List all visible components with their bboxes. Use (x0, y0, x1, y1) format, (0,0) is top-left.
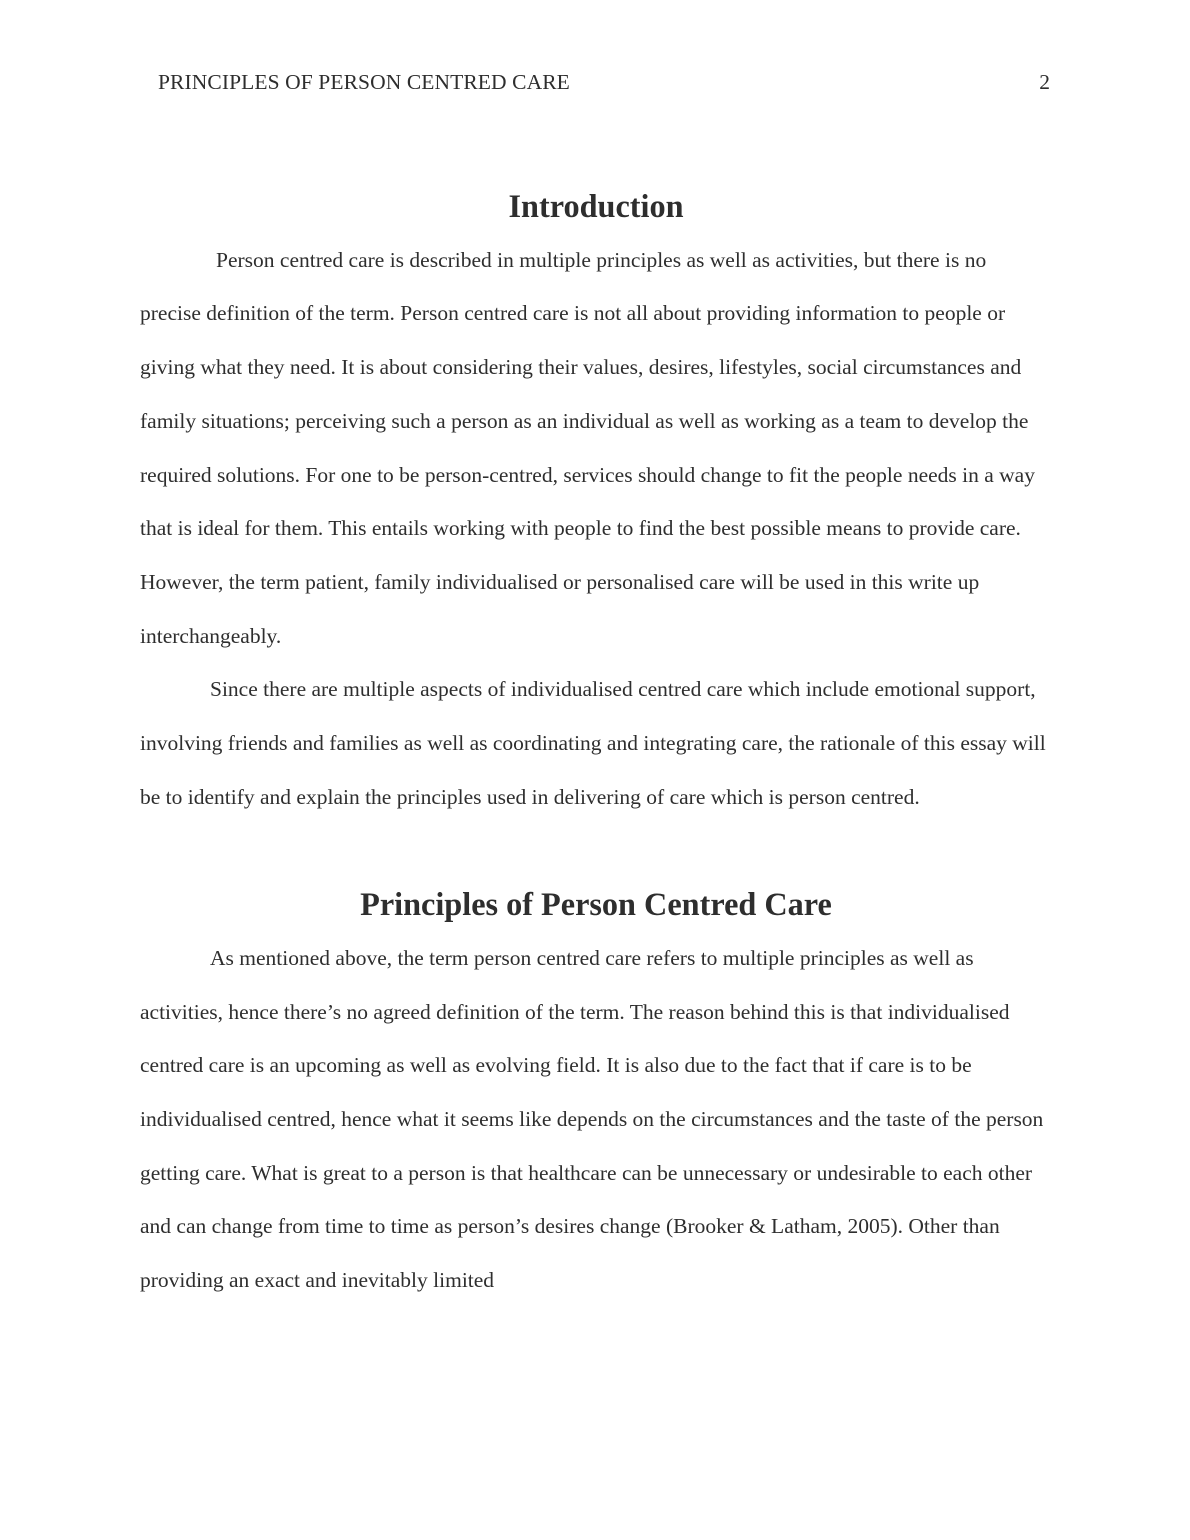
section-heading-principles: Principles of Person Centred Care (360, 886, 832, 923)
paragraph-principles-1: As mentioned above, the term person centred care refers to multiple principles as well as activities, hence there’s no agreed definition of the term. The reason behind this is that individualised centred care is an upcoming as well as evolving field. It is also due to the fact that if care is to be individualised centred, hence what it seems like depends on the circumstances and the taste of the person getting care. What is great to a person is that healthcare can be unnecessary or undesirable to each other and can change from time to time as person’s desires change (Brooker & Latham, 2005). Other than providing an exact and inevitably limited (140, 945, 1044, 1293)
section-spacer (140, 824, 1052, 878)
page-number: 2 (1039, 70, 1050, 94)
paragraph-introduction-1: Person centred care is described in multiple principles as well as activities, but there is no precise definition of the term. Person centred care is not all about providing information to people or giving what they need. It is about considering their values, desires, lifestyles, social circumstances and family situations; perceiving such a person as an individual as well as working as a team to develop the required solutions. For one to be person-centred, services should change to fit the people needs in a way that is ideal for them. This entails working with people to find the best possible means to provide care. However, the term patient, family individualised or personalised care will be used in this write up interchangeably. (140, 247, 1035, 648)
section-heading-introduction: Introduction (508, 188, 684, 224)
document-body (140, 180, 1052, 1308)
paragraph-introduction-2: Since there are multiple aspects of individualised centred care which include emotional support, involving friends and families as well as coordinating and integrating care, the rationale of this essay will be to identify and explain the principles used in delivering of care which is person centred. (140, 677, 1046, 809)
running-head: PRINCIPLES OF PERSON CENTRED CARE (158, 70, 570, 94)
